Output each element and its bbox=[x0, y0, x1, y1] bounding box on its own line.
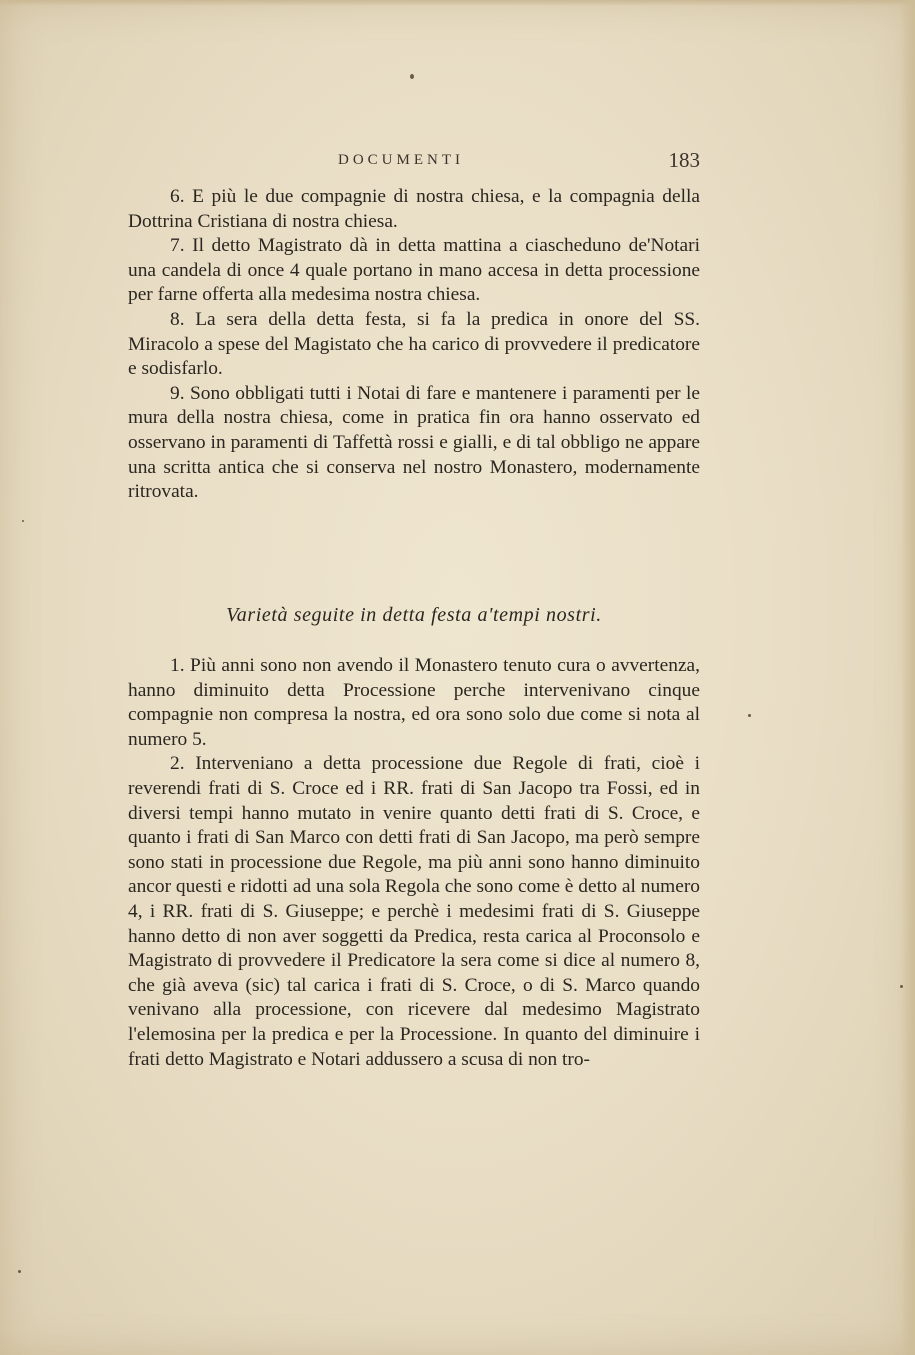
page-right-edge bbox=[901, 0, 915, 1355]
page-number: 183 bbox=[668, 148, 700, 172]
item-paragraph: 6. E più le due compagnie di nostra chiesa, e la compagnia della Dottrina Cristiana di nostra chiesa. bbox=[128, 186, 700, 232]
section-body bbox=[128, 654, 700, 1072]
paper-speck bbox=[22, 520, 24, 522]
section-heading: Varietà seguite in detta festa a'tempi nostri. bbox=[226, 604, 602, 626]
paper-speck bbox=[18, 1270, 21, 1273]
item-paragraph: 7. Il detto Magistrato dà in detta mattina a ciascheduno de'Notari una candela di once 4 quale portano in mano accesa in detta processione per farne offerta alla medesima nostra chiesa. bbox=[128, 235, 700, 306]
section-paragraph: 2. Interveniano a detta processione due Regole di frati, cioè i reverendi frati di S. Croce ed i RR. frati di San Jacopo tra Fossi, ed in diversi tempi hanno mutato in venire quanto detti frati di S. Croce, e quanto i frati di San Marco con detti frati di San Jacopo, ma però sempre sono stati in processione due Regole, ma più anni sono hanno diminuito ancor questi e ridotti ad una sola Regola che sono come è detto al numero 4, i RR. frati di S. Giuseppe; e perchè i medesimi frati di S. Giuseppe hanno detto di non aver soggetti da Predica, resta carica al Proconsolo e Magistrato di provvedere il Predicatore la sera come si dice al numero 8, che già aveva (sic) tal carica i frati di S. Croce, o di S. Marco quando venivano alla processione, con ricevere dal medesimo Magistrato l'elemosina per la predica e per la Processione. In quanto del diminuire i frati detto Magistrato e Notari addussero a scusa di non tro- bbox=[128, 753, 700, 1070]
page-top-edge bbox=[0, 0, 915, 6]
page-header bbox=[128, 148, 700, 176]
item-paragraph: 9. Sono obbligati tutti i Notai di fare e mantenere i paramenti per le mura della nostra chiesa, come in pratica fin ora hanno osservato ed osservano in paramenti di Taffettà rossi e gialli, e di tal obbligo ne appare una scritta antica che si conserva nel nostro Monastero, modernamente ritrovata. bbox=[128, 382, 700, 503]
paper-speck bbox=[748, 714, 751, 717]
section-paragraph: 1. Più anni sono non avendo il Monastero tenuto cura o avvertenza, hanno diminuito detta Processione perche intervenivano cinque compagnie non compresa la nostra, ed ora sono solo due come si nota al numero 5. bbox=[128, 655, 700, 750]
numbered-items bbox=[128, 185, 700, 505]
item-paragraph: 8. La sera della detta festa, si fa la predica in onore del SS. Miracolo a spese del Magistato che ha carico di provvedere il predicatore e sodisfarlo. bbox=[128, 308, 700, 380]
running-title: DOCUMENTI bbox=[338, 152, 464, 168]
paper-speck bbox=[410, 74, 414, 79]
paper-speck bbox=[900, 985, 903, 988]
